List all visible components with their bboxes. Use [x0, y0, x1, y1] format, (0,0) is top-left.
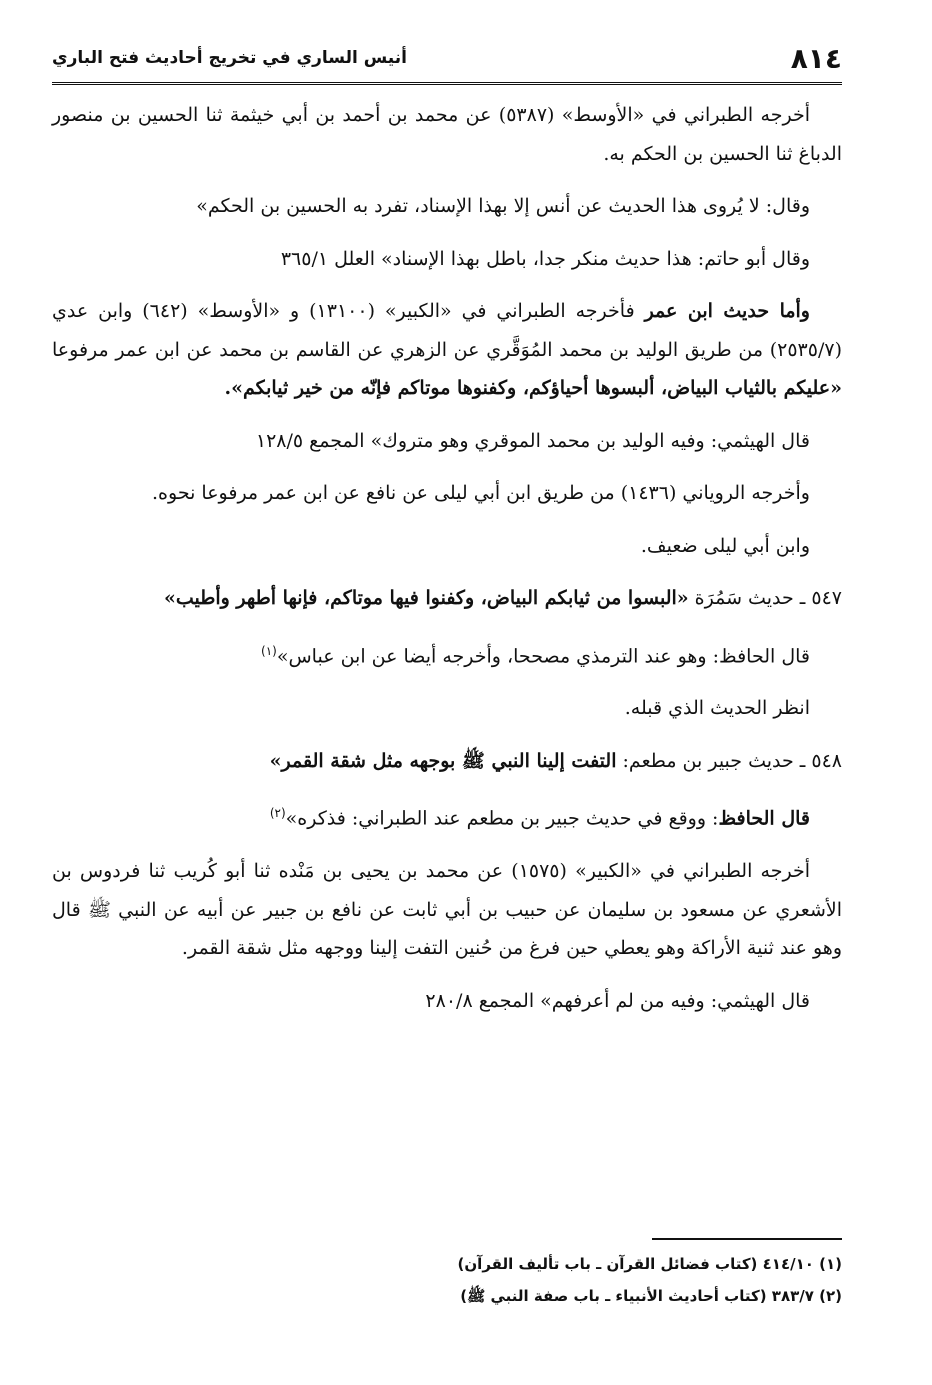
paragraph-text: قال الحافظ: وهو عند الترمذي مصححا، وأخرجه أيضا عن ابن عباس» [276, 644, 810, 667]
hadith-number: ٥٤٨ ـ حديث جبير بن مطعم: [616, 749, 842, 772]
page-header [52, 38, 842, 78]
paragraph [52, 292, 842, 408]
paragraph: وأخرجه الروياني (١٤٣٦) من طريق ابن أبي ليلى عن نافع عن ابن عمر مرفوعا نحوه. [152, 482, 810, 504]
paragraph: أخرجه الطبراني في «الأوسط» (٥٣٨٧) عن محمد بن أحمد بن أبي خيثمة ثنا الحسين بن منصور الدباغ ثنا الحسين بن الحكم به. [52, 104, 842, 165]
hadith-number: ٥٤٧ ـ حديث سَمُرَة [688, 587, 842, 609]
paragraph: أخرجه الطبراني في «الكبير» (١٥٧٥) عن محمد بن يحيى بن مَنْده ثنا أبو كُريب ثنا فردوس بن الأشعري عن مسعود بن سليمان عن حبيب بن أبي ثابت عن نافع بن جبير عن أبيه عن النبي ﷺ قال وهو عند ثنية الأراكة وهو يعطي حين فرغ من حُنين التفت إلينا ووجهه مثل شقة القمر. [52, 860, 842, 960]
paragraph: وابن أبي ليلى ضعيف. [640, 534, 810, 557]
footnote: (١) ٤١٤/١٠ (كتاب فضائل القرآن ـ باب تأليف القرآن) [457, 1255, 842, 1273]
paragraph: وقال: لا يُروى هذا الحديث عن أنس إلا بهذا الإسناد، تفرد به الحسين بن الحكم» [196, 195, 810, 217]
paragraph: وقال أبو حاتم: هذا حديث منكر جدا، باطل بهذا الإسناد» العلل ٣٦٥/١ [280, 247, 810, 270]
header-divider [52, 82, 842, 85]
bold-lead: وأما حديث ابن عمر [644, 300, 810, 322]
footnote-divider [652, 1238, 842, 1240]
hadith-quote: «البسوا من ثيابكم البياض، وكفنوا فيها موتاكم، فإنها أطهر وأطيب» [163, 587, 689, 609]
hadith-quote: التفت إلينا النبي ﷺ بوجهه مثل شقة القمر» [269, 749, 617, 772]
paragraph-text: فأخرجه الطبراني في «الكبير» (١٣١٠٠) و «الأوسط» (٦٤٢) وابن عدي (٢٥٣٥/٧) من طريق الوليد بن محمد المُوَقَّري عن الزهري عن القاسم بن محمد عن ابن عمر مرفوعا [52, 300, 842, 361]
footnote-marker: (٢) [269, 806, 286, 821]
paragraph: قال الهيثمي: وفيه الوليد بن محمد الموقري وهو متروك» المجمع ١٢٨/٥ [255, 429, 810, 452]
hadith-heading-547 [52, 579, 842, 618]
paragraph [52, 632, 842, 676]
hadith-quote: «عليكم بالثياب البياض، ألبسوها أحياؤكم، وكفنوها موتاكم فإنّه من خير ثيابكم». [224, 377, 842, 399]
paragraph: انظر الحديث الذي قبله. [624, 697, 810, 720]
footnote: (٢) ٣٨٣/٧ (كتاب أحاديث الأنبياء ـ باب صفة النبي ﷺ) [460, 1287, 842, 1305]
paragraph-text: : ووقع في حديث جبير بن مطعم عند الطبراني: فذكره» [285, 807, 719, 830]
page-number: ٨١٤ [790, 41, 842, 75]
paragraph [52, 794, 842, 838]
footnote-marker: (١) [261, 643, 277, 658]
paragraph: قال الهيثمي: وفيه من لم أعرفهم» المجمع ٢٨٠/٨ [425, 989, 810, 1012]
hadith-heading-548 [52, 742, 842, 781]
footnotes [52, 1248, 842, 1312]
main-text [52, 96, 842, 1034]
bold-lead: قال الحافظ [718, 807, 810, 830]
running-title: أنيس الساري في تخريج أحاديث فتح الباري [52, 48, 407, 68]
